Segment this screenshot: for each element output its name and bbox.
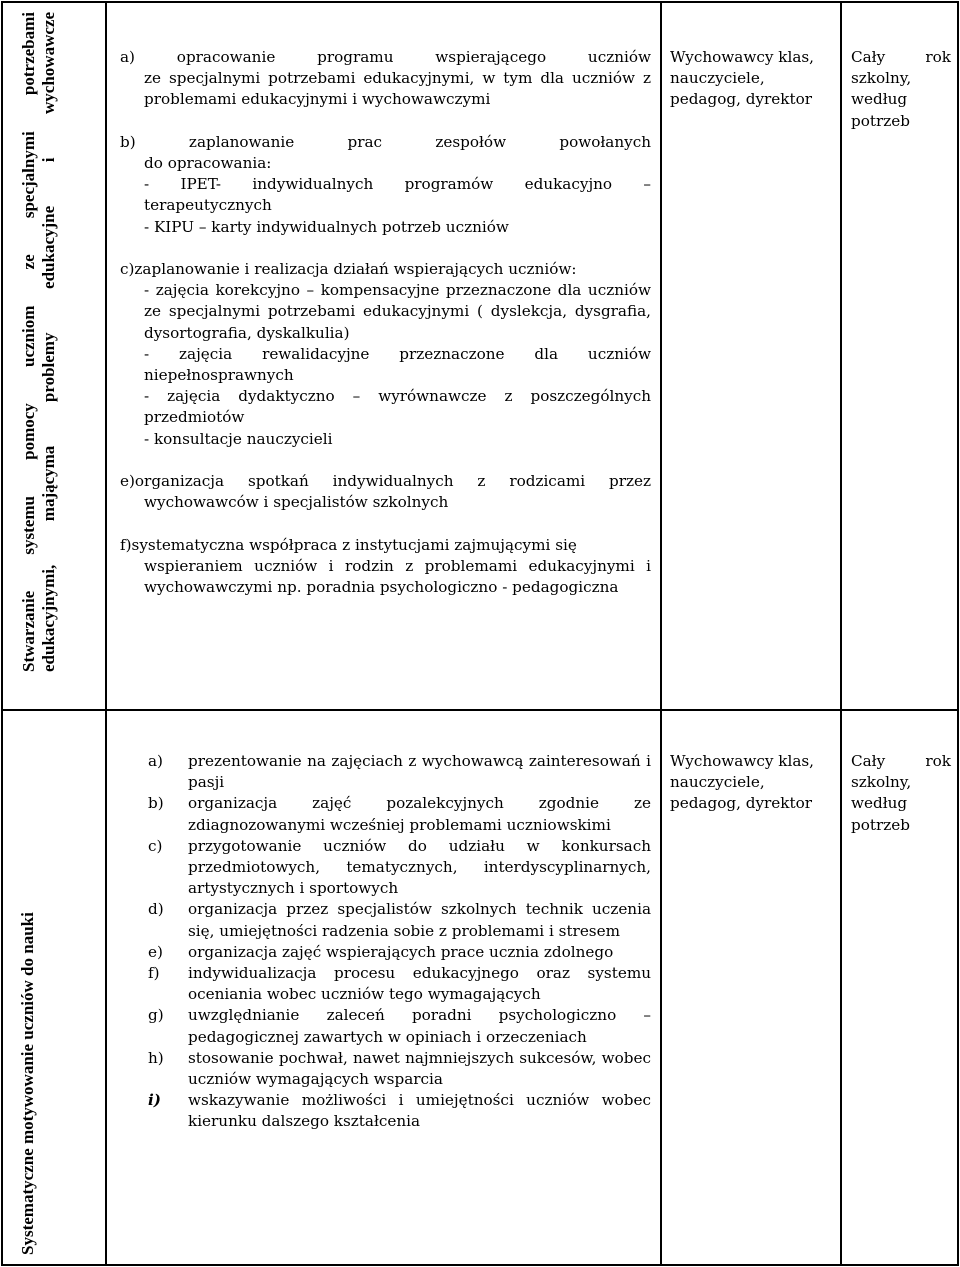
section1-label-line2: edukacyjnymi, mającyma problemy edukacyjne i wychowawcze (39, 12, 58, 672)
border-right (957, 1, 959, 1266)
item-c-wyrownawcze: - zajęcia dydaktyczno – wyrównawcze z poszczególnych przedmiotów (144, 387, 651, 427)
item-e (120, 471, 651, 513)
list-text: organizacja zajęć pozalekcyjnych zgodnie ze zdiagnozowanymi wcześniej problemami uczniowskimi (188, 794, 651, 834)
list-text: indywidualizacja procesu edukacyjnego oraz systemu oceniania wobec uczniów tego wymagających (188, 964, 651, 1004)
list-text: uwzględnianie zaleceń poradni psychologiczno – pedagogicznej zawartych w opiniach i orzeczeniach (188, 1006, 651, 1046)
list-item (148, 751, 651, 793)
border-top (1, 1, 959, 3)
item-b-sub: do opracowania: (144, 154, 272, 172)
list-text: wskazywanie możliwości i umiejętności uczniów wobec kierunku dalszego kształcenia (188, 1091, 651, 1131)
list-text: stosowanie pochwał, nawet najmniejszych sukcesów, wobec uczniów wymagających wsparcia (188, 1048, 651, 1089)
item-f-head: f)systematyczna współpraca z instytucjami zajmującymi się (120, 535, 577, 554)
list-item (148, 963, 651, 1005)
item-c-konsultacje: - konsultacje nauczycieli (144, 429, 333, 448)
item-f (120, 535, 651, 599)
list-item (148, 942, 651, 963)
list-text: organizacja przez specjalistów szkolnych technik uczenia się, umiejętności radzenia sobie z problemami i stresem (188, 900, 651, 940)
section2-responsible: Wychowawcy klas, nauczyciele, pedagog, dyrektor (670, 752, 814, 813)
border-bottom (1, 1264, 959, 1266)
item-f-rest: wspieraniem uczniów i rodzin z problemami edukacyjnymi i wychowawczymi np. poradnia psychologiczno - pedagogiczna (144, 556, 651, 597)
list-marker: i) (148, 1091, 161, 1110)
list-text: organizacja zajęć wspierających prace ucznia zdolnego (188, 942, 614, 961)
item-e-rest: wychowawców i specjalistów szkolnych (144, 493, 449, 512)
item-c-rewalidacyjne: - zajęcia rewalidacyjne przeznaczone dla uczniów niepełnosprawnych (144, 344, 651, 385)
list-item (148, 1090, 651, 1132)
list-item (148, 836, 651, 900)
list-marker: d) (148, 900, 164, 919)
divider-content (660, 1, 662, 1266)
divider-responsible (840, 1, 842, 1266)
item-a (120, 47, 651, 111)
section2-content (148, 751, 651, 1133)
border-left (1, 1, 3, 1266)
list-marker: g) (148, 1006, 164, 1025)
list-text: przygotowanie uczniów do udziału w konkursach przedmiotowych, tematycznych, interdyscyplinarnych, artystycznych i sportowych (188, 836, 651, 898)
item-c-head: c)zaplanowanie i realizacja działań wspierających uczniów: (120, 260, 577, 278)
item-b-head: b) zaplanowanie prac zespołów powołanych (120, 132, 651, 151)
section1-label-line1: Stwarzanie systemu pomocy uczniom ze specjalnymi potrzebami (19, 12, 38, 672)
list-marker: h) (148, 1048, 164, 1067)
item-e-head: e)organizacja spotkań indywidualnych z rodzicami przez (120, 472, 651, 491)
item-a-rest: ze specjalnymi potrzebami edukacyjnymi, w tym dla uczniów z problemami edukacyjnymi i wychowawczymi (144, 69, 651, 109)
list-text: prezentowanie na zajęciach z wychowawcą zainteresowań i pasji (188, 752, 651, 792)
divider-label (105, 1, 107, 1266)
section1-content (120, 47, 651, 619)
section2-label: Systematyczne motywowanie uczniów do nauki (18, 912, 37, 1255)
list-item (148, 793, 651, 835)
section2-list (148, 751, 651, 1133)
item-b-kipu: - KIPU – karty indywidualnych potrzeb uczniów (144, 217, 509, 236)
section2-time: Cały rok szkolny, według potrzeb (851, 752, 951, 834)
border-middle (1, 709, 959, 711)
item-b (120, 132, 651, 238)
item-a-head: a) opracowanie programu wspierającego uczniów (120, 48, 651, 66)
list-item (148, 1005, 651, 1047)
section1-label (19, 12, 59, 672)
section1-responsible: Wychowawcy klas, nauczyciele, pedagog, dyrektor (670, 48, 814, 109)
item-c-korekcyjne: - zajęcia korekcyjno – kompensacyjne przeznaczone dla uczniów ze specjalnymi potrzebami edukacyjnymi ( dyslekcja, dysgrafia, dysortografia, dyskalkulia) (144, 281, 651, 342)
list-marker: e) (148, 942, 163, 961)
section1-time: Cały rok szkolny, według potrzeb (851, 48, 951, 130)
item-c (120, 259, 651, 450)
list-item (148, 899, 651, 941)
list-marker: a) (148, 752, 163, 770)
item-b-ipet: - IPET- indywidualnych programów edukacyjno – terapeutycznych (144, 175, 651, 215)
list-item (148, 1048, 651, 1090)
list-marker: f) (148, 964, 160, 983)
list-marker: c) (148, 836, 163, 855)
list-marker: b) (148, 794, 164, 813)
